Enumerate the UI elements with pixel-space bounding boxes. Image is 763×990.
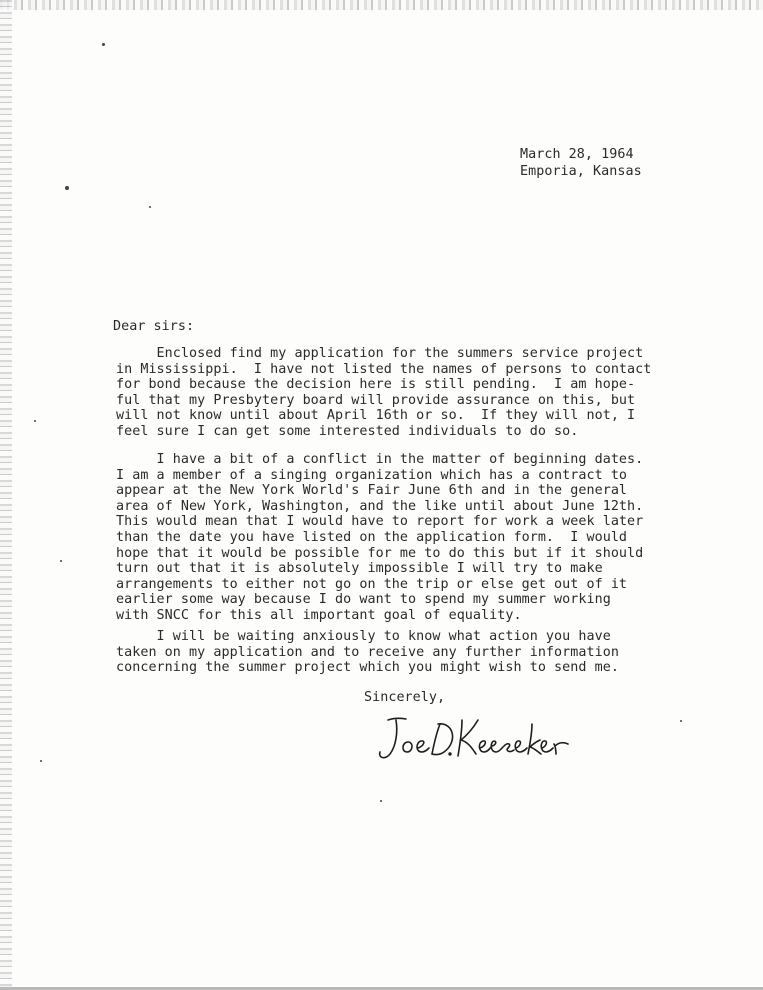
closing: Sincerely, <box>364 690 446 705</box>
text-line: This would mean that I would have to report for work a week later <box>116 514 644 530</box>
text-line: ful that my Presbytery board will provide assurance on this, but <box>116 392 636 408</box>
date-block <box>520 146 642 180</box>
handwritten-signature <box>374 712 574 766</box>
text-line: hope that it would be possible for me to do this but if it should <box>116 545 644 561</box>
text-line: turn out that it is absolutely impossible I will try to make <box>116 561 603 577</box>
scan-edge-left <box>0 0 12 990</box>
text-line: Enclosed find my application for the summers service project <box>116 346 644 361</box>
scan-edge-top <box>0 0 763 10</box>
text-line: area of New York, Washington, and the like until about June 12th. <box>116 498 644 514</box>
text-line: than the date you have listed on the application form. I would <box>116 529 628 545</box>
scan-speck <box>60 560 62 562</box>
scan-speck <box>34 420 36 422</box>
paragraph-1 <box>116 346 651 440</box>
text-line: for bond because the decision here is still pending. I am hope- <box>116 377 636 393</box>
scan-speck <box>65 186 69 190</box>
text-line: I am a member of a singing organization which has a contract to <box>116 467 628 483</box>
scan-speck <box>149 206 151 208</box>
paragraph-3 <box>116 629 619 676</box>
scan-speck <box>102 43 105 46</box>
text-line: taken on my application and to receive any further information <box>116 644 619 660</box>
letter-date: March 28, 1964 <box>520 147 634 162</box>
paragraph-2 <box>116 452 643 624</box>
text-line: will not know until about April 16th or so. If they will not, I <box>116 408 636 424</box>
text-line: concerning the summer project which you might wish to send me. <box>116 660 619 676</box>
text-line: appear at the New York World's Fair June 6th and in the general <box>116 483 628 499</box>
text-line: I will be waiting anxiously to know what action you have <box>116 629 611 644</box>
text-line: with SNCC for this all important goal of equality. <box>116 607 522 623</box>
scan-speck <box>380 800 382 802</box>
text-line: in Mississippi. I have not listed the names of persons to contact <box>116 361 652 377</box>
salutation: Dear sirs: <box>113 319 195 334</box>
text-line: I have a bit of a conflict in the matter of beginning dates. <box>116 452 644 467</box>
letter-place: Emporia, Kansas <box>520 164 642 179</box>
text-line: arrangements to either not go on the trip or else get out of it <box>116 576 628 592</box>
text-line: feel sure I can get some interested individuals to do so. <box>116 423 579 439</box>
text-line: earlier some way because I do want to spend my summer working <box>116 592 611 608</box>
scan-speck <box>40 760 42 762</box>
scan-speck <box>680 720 682 722</box>
